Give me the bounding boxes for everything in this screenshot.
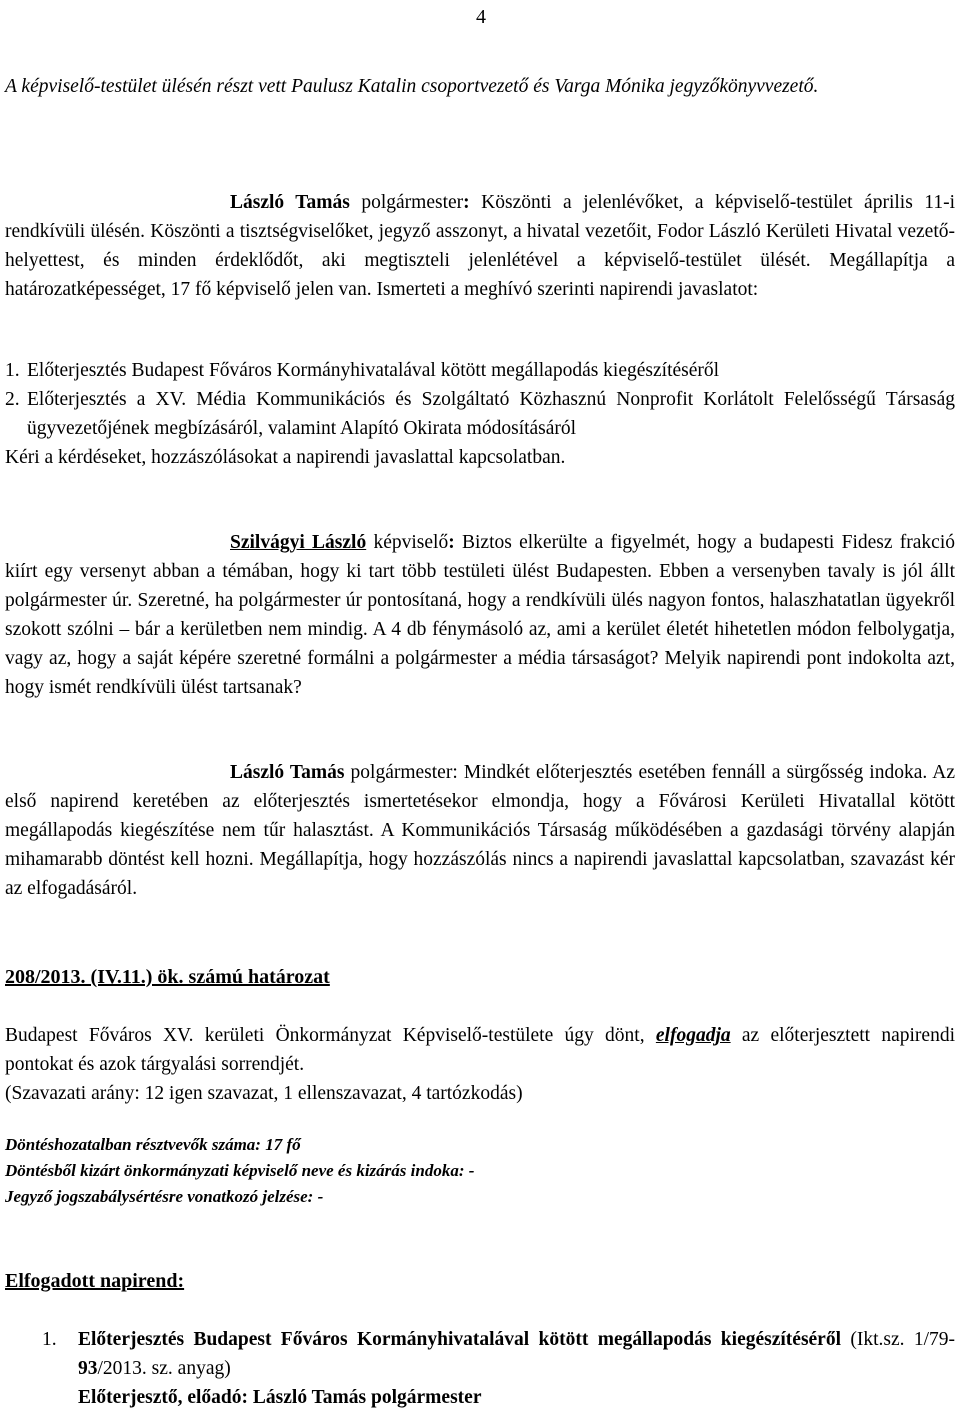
agenda-item: 2. Előterjesztés a XV. Média Kommunikációs és Szolgáltató Közhasznú Nonprofit Korlátolt Felelősségű Társaság ügyvezetőjének megbízásáról, valamint Alapító Okirata módosításáról bbox=[5, 389, 955, 439]
agenda-item: 1. Előterjesztés Budapest Főváros Kormányhivatalával kötött megállapodás kiegészítéséről bbox=[5, 360, 720, 381]
presenter-line: Előterjesztő, előadó: László Tamás polgármester bbox=[78, 1387, 482, 1408]
opening-text: Köszönti a jelenlévőket, a képviselő-testület április 11-i rendkívüli ülésén. Köszönti a tisztségviselőket, jegyző asszonyt, a hivatal vezetőit, Fodor László Kerületi Hivatal vezető-helyettest, és minden érdeklődőt, aki megtiszteli jelenlétével a képviselő-testület ülését. Megállapítja a határozatképességet, 17 fő képviselő jelen van. Ismerteti a meghívó szerinti napirendi javaslatot: bbox=[5, 192, 955, 300]
speaker-name: László Tamás bbox=[230, 192, 350, 213]
accepted-agenda-title: Elfogadott napirend: bbox=[5, 1270, 185, 1292]
szilvagyi-paragraph: Szilvágyi László képviselő: Biztos elkerülte a figyelmét, hogy a budapesti Fidesz frakció kiírt egy versenyt abban a témában, hogy ki tart több testületi ülést Budapesten. Ebben a versenyben tavaly is jól állt polgármester úr. Szeretné, ha polgármester úr pontosítaná, hogy a rendkívüli ülés nagyon fontos, halaszhatatlan ügyekről szokott szólni – bár a kerületben nem mindig. A 4 db fénymásoló az, ami a kerület életét hihetetlen módon felbolygatja, vagy az, hogy a saját képére szeretné formálni a polgármester a média társaságot? Melyik napirendi pont indokolta azt, hogy ismét rendkívüli ülést tartsanak? bbox=[5, 532, 956, 698]
agenda-closing: Kéri a kérdéseket, hozzászólásokat a napirendi javaslattal kapcsolatban. bbox=[5, 447, 566, 468]
page-number: 4 bbox=[476, 6, 486, 28]
opening-paragraph: László Tamás polgármester: Köszönti a jelenlévőket, a képviselő-testület április 11-i rendkívüli ülésén. Köszönti a tisztségviselőket, jegyző asszonyt, a hivatal vezetőit, Fodor László Kerületi Hivatal vezető-helyettest, és minden érdeklődőt, aki megtiszteli jelenlétével a képviselő-testület ülését. Megállapítja a határozatképességet, 17 fő képviselő jelen van. Ismerteti a meghívó szerinti napirendi javaslatot: bbox=[5, 192, 955, 300]
meta-line: Döntésből kizárt önkormányzati képviselő neve és kizárás indoka: - bbox=[5, 1161, 475, 1180]
reply-paragraph: László Tamás polgármester: Mindkét előterjesztés esetében fennáll a sürgősség indoka. Az első napirend keretében az előterjesztés ismertetésekor elmondja, hogy a Fővárosi Kerületi Hivatallal kötött megállapodás kiegészítése nem tűr halasztást. A Kommunikációs Társaság működésében a gazdasági törvény alapján mihamarabb döntést kell hozni. Megállapítja, hogy hozzászólás nincs a napirendi javaslattal kapcsolatban, szavazást kér az elfogadásáról. bbox=[5, 762, 955, 899]
speaker-name: László Tamás bbox=[230, 762, 345, 783]
resolution-text: Budapest Főváros XV. kerületi Önkormányzat Képviselő-testülete úgy dönt, elfogadja az előterjesztett napirendi pontokat és azok tárgyalási sorrendjét. bbox=[5, 1025, 955, 1075]
agenda-list bbox=[5, 356, 955, 472]
resolution-emphasis: elfogadja bbox=[655, 1025, 731, 1046]
attendance-note: A képviselő-testület ülésén részt vett Paulusz Katalin csoportvezető és Varga Mónika jegyzőkönyvvezető. bbox=[5, 76, 819, 97]
accepted-agenda-item: 1. Előterjesztés Budapest Főváros Kormányhivatalával kötött megállapodás kiegészítéséről (Ikt.sz. 1/79-93/2013. sz. anyag) Előterjesztő, előadó: László Tamás polgármester bbox=[42, 1325, 955, 1412]
speaker-name: Szilvágyi László bbox=[230, 532, 367, 553]
resolution-title: 208/2013. (IV.11.) ök. számú határozat bbox=[5, 966, 330, 988]
meta-line: Jegyző jogszabálysértésre vonatkozó jelzése: - bbox=[5, 1187, 324, 1206]
meta-line: Döntéshozatalban résztvevők száma: 17 fő bbox=[5, 1135, 301, 1154]
speaker-role: polgármester bbox=[349, 192, 464, 213]
vote-ratio: (Szavazati arány: 12 igen szavazat, 1 ellenszavazat, 4 tartózkodás) bbox=[5, 1083, 523, 1104]
decision-meta bbox=[5, 1132, 474, 1210]
